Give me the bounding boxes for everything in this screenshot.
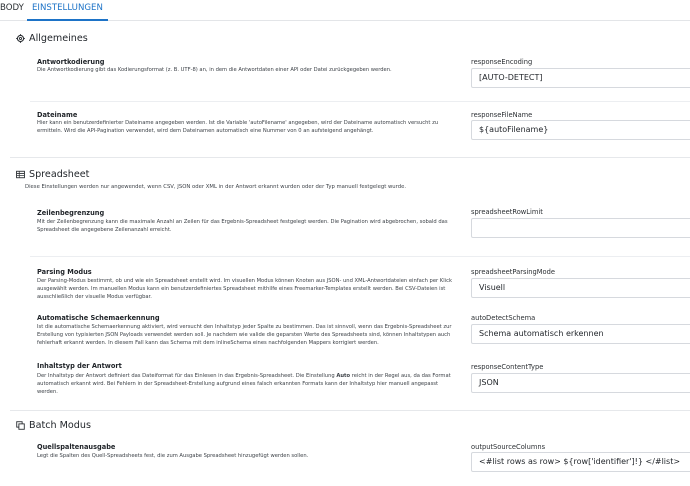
- parsing-description: Der Parsing-Modus bestimmt, ob und wie ein Spreadsheet erstellt wird. Im visuellen Modus können Knoten aus JSON- und XML-Antwortdateien einfach per Klick ausgewählt werden. Im manuellen Modus kann ein benutzerdefiniertes Spreadsheet mithilfe eines Freemarker-Templates erstellt werden. Bei CSV-Dateien ist ausschließlich der visuelle Modus verfügbar.: [37, 278, 452, 301]
- section-divider: [10, 157, 690, 158]
- schema-field-label: autoDetectSchema: [471, 314, 536, 322]
- rowlimit-title: Zeilenbegrenzung: [37, 209, 105, 217]
- schema-description: Ist die automatische Schemaerkennung aktiviert, wird versucht den Inhaltstyp jeder Spalte zu bestimmen. Das ist sinnvoll, wenn das Ergebnis-Spreadsheet zur Erstellung von typisierten JSON Payloads verwendet werden soll. Je nachdem wie valide die geparsten Werte des Spreadsheets sind, können Inhaltstypen auch fehlerhaft erkannt werden. In diesem Fall kann das Schema mit dem inlineSchema eines nachfolgenden Mappers korrigiert werden.: [37, 324, 452, 347]
- encoding-description: Die Antwortkodierung gibt das Kodierungsformat (z. B. UTF-8) an, in dem die Antwortdaten einer API oder Datei zurückgegeben werden.: [37, 67, 392, 73]
- encoding-title: Antwortkodierung: [37, 58, 105, 66]
- section-batch-title: Batch Modus: [29, 420, 91, 431]
- response-contenttype-select[interactable]: JSON: [471, 373, 690, 393]
- batch-icon: [16, 421, 25, 430]
- contenttype-title: Inhaltstyp der Antwort: [37, 362, 122, 370]
- filename-description: Hier kann ein benutzerdefinierter Dateiname angegeben werden. Ist die Variable 'autoFilename' angegeben, wird der Dateiname automatisch versucht zu ermitteln. Wird die API-Pagination verwendet, wird dem Dateinamen automatisch eine Nummer von 0 an aufsteigend angehängt.: [37, 120, 439, 135]
- tab-bar: [0, 0, 690, 21]
- tab-body[interactable]: BODY: [0, 3, 24, 13]
- section-general-title: Allgemeines: [29, 33, 88, 44]
- tab-einstellungen[interactable]: EINSTELLUNGEN: [27, 0, 108, 21]
- gear-icon: [16, 34, 25, 43]
- parsing-field-label: spreadsheetParsingMode: [471, 268, 555, 276]
- rowlimit-description: Mit der Zeilenbegrenzung kann die maximale Anzahl an Zeilen für das Ergebnis-Spreadsheet festgelegt werden. Die Pagination wird abgebrochen, sobald das Spreadsheet die angegebene Zeilenanzahl erreicht.: [37, 219, 448, 234]
- source-title: Quellspaltenausgabe: [37, 443, 116, 451]
- schema-title: Automatische Schemaerkennung: [37, 314, 160, 322]
- source-description: Legt die Spalten des Quell-Spreadsheets fest, die zum Ausgabe Spreadsheet hinzugefügt werden sollen.: [37, 453, 309, 459]
- section-spreadsheet-description: Diese Einstellungen werden nur angewendet, wenn CSV, JSON oder XML in der Antwort erkannt wurden oder der Typ manuell festgelegt wurde.: [25, 184, 407, 190]
- section-divider: [10, 410, 690, 411]
- response-filename-input[interactable]: ${autoFilename}: [471, 120, 690, 140]
- section-general-header: [16, 33, 88, 44]
- section-spreadsheet-title: Spreadsheet: [29, 169, 90, 180]
- encoding-field-label: responseEncoding: [471, 58, 533, 66]
- section-batch-header: [16, 420, 91, 431]
- rowlimit-field-label: spreadsheetRowLimit: [471, 208, 543, 216]
- source-field-label: outputSourceColumns: [471, 443, 546, 451]
- output-source-columns-input[interactable]: <#list rows as row> ${row['identifier']!} </#list>: [471, 452, 690, 472]
- contenttype-field-label: responseContentType: [471, 363, 544, 371]
- contenttype-description-end: reicht in der Regel aus, da das Format automatisch erkannt wird. Bei Fehlern in der Spreadsheet-Erstellung aufgrund eines falsch erkannten Formats kann der Inhaltstyp hier manuell angepasst werden.: [37, 373, 451, 396]
- contenttype-description-start: Der Inhaltstyp der Antwort definiert das Dateiformat für das Einlesen in das Ergebnis-Spreadsheet. Die Einstellung: [37, 373, 337, 379]
- section-spreadsheet-header: [16, 169, 89, 180]
- filename-field-label: responseFileName: [471, 111, 533, 119]
- auto-detect-schema-select[interactable]: Schema automatisch erkennen: [471, 324, 690, 344]
- filename-title: Dateiname: [37, 111, 78, 119]
- contenttype-description-auto: Auto: [336, 373, 351, 379]
- contenttype-description: [37, 372, 457, 397]
- row-divider: [30, 101, 690, 102]
- spreadsheet-rowlimit-input[interactable]: [471, 218, 690, 238]
- parsing-mode-select[interactable]: Visuell: [471, 278, 690, 298]
- parsing-title: Parsing Modus: [37, 268, 92, 276]
- table-icon: [16, 170, 25, 179]
- response-encoding-input[interactable]: [AUTO-DETECT]: [471, 68, 690, 88]
- row-divider: [30, 256, 690, 257]
